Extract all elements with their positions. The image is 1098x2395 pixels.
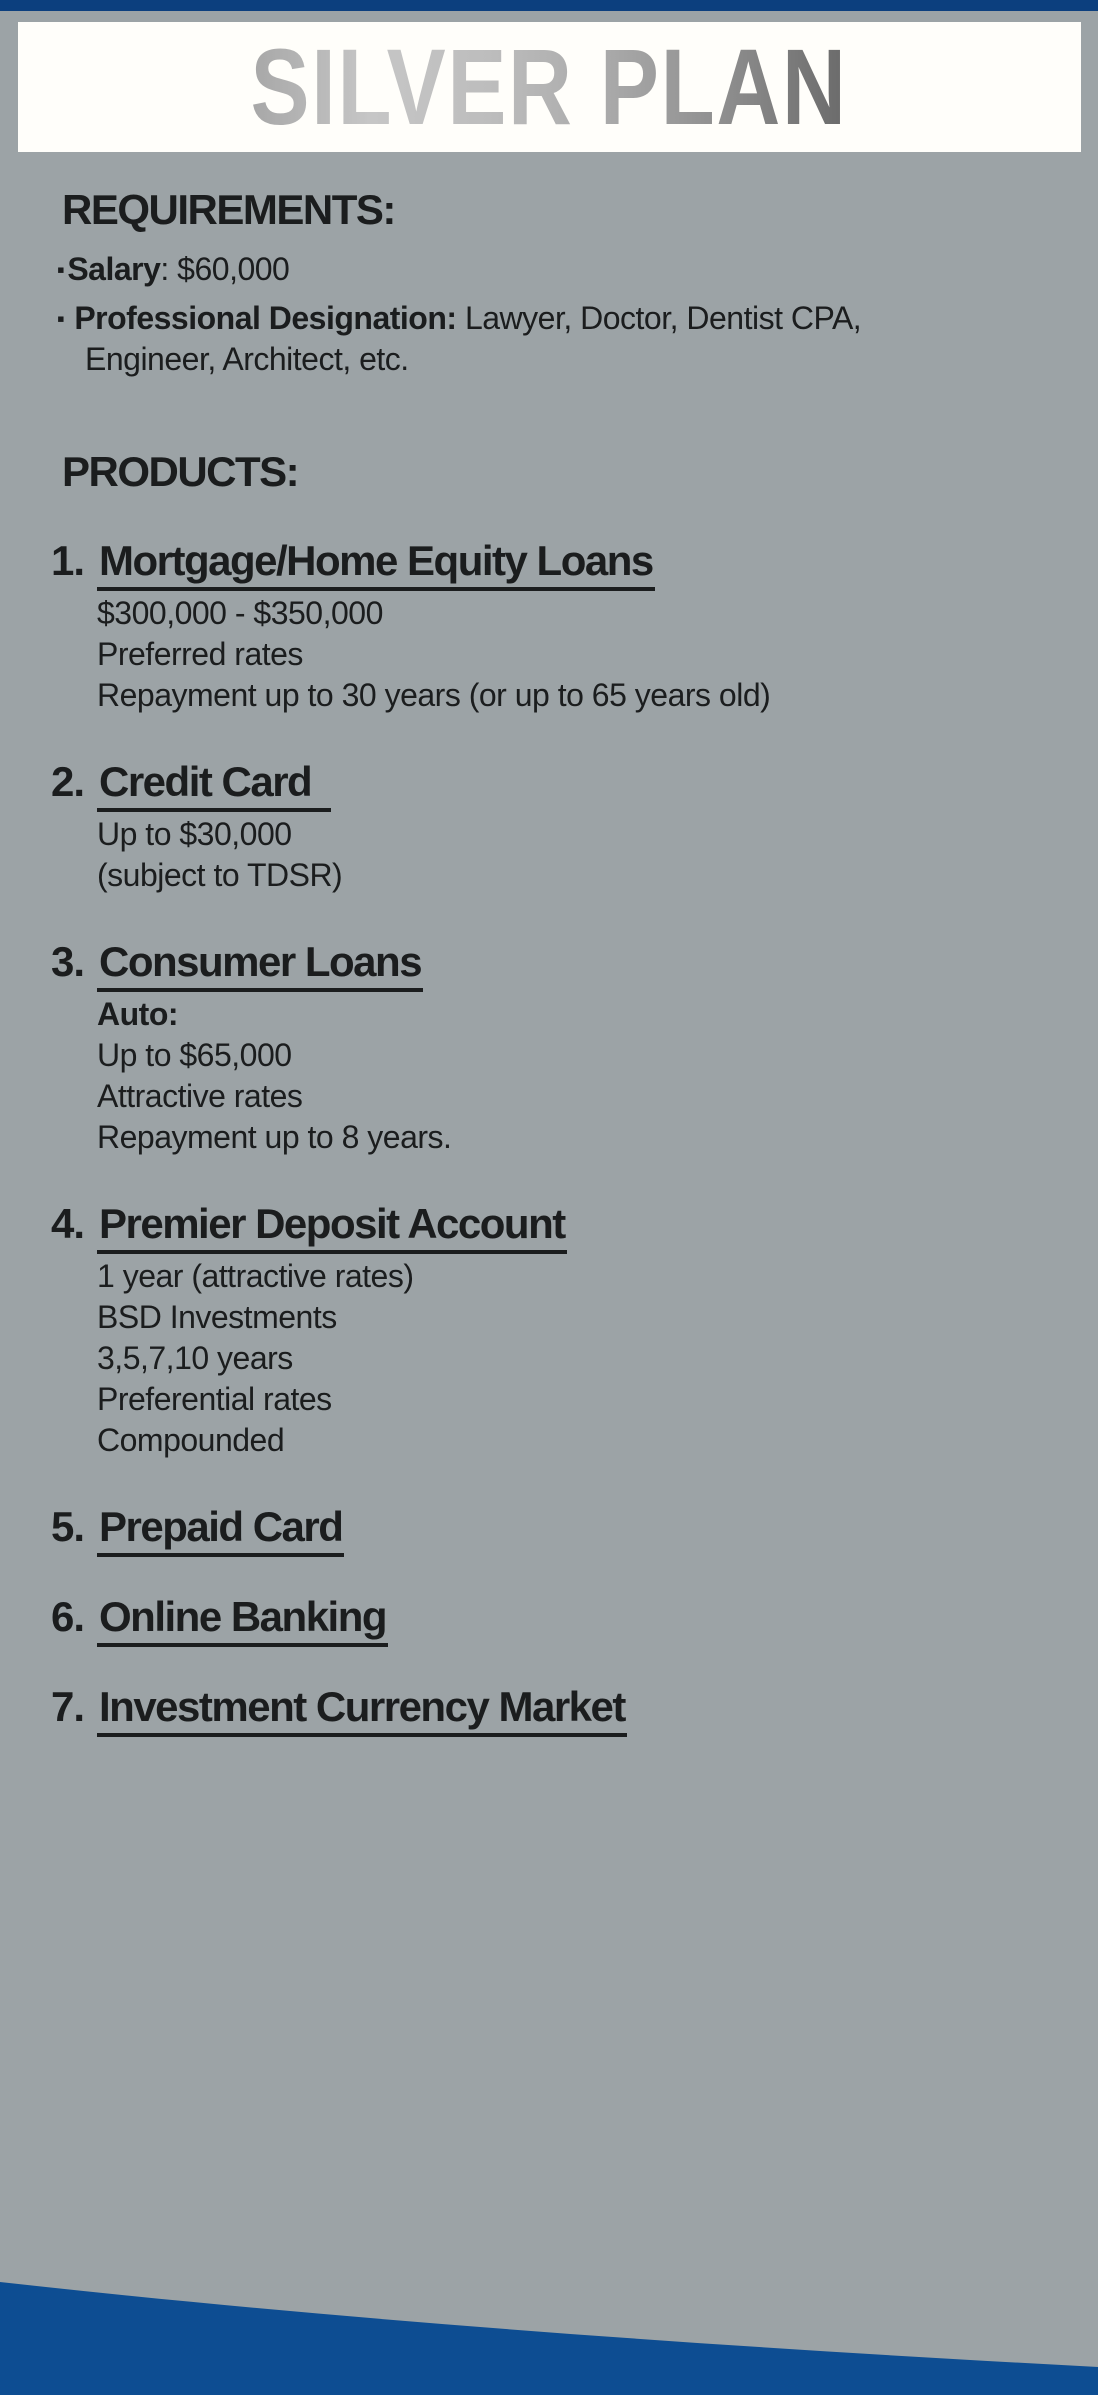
product-number: 5. — [51, 1503, 85, 1550]
product-item-online-banking — [51, 1593, 1098, 1641]
product-item-premier-deposit — [51, 1200, 1098, 1461]
product-details — [97, 994, 1098, 1158]
requirement-item-salary — [57, 249, 937, 290]
product-number: 7. — [51, 1683, 85, 1730]
square-bullet-icon: ▪ — [57, 257, 65, 282]
product-title: Online Banking — [97, 1593, 388, 1647]
product-detail: Repayment up to 30 years (or up to 65 years old) — [97, 677, 771, 713]
product-title-row — [51, 938, 1098, 986]
requirement-item-designation — [57, 298, 937, 379]
product-title-row — [51, 537, 1098, 585]
product-details — [97, 1256, 1098, 1461]
product-item-consumer-loans — [51, 938, 1098, 1158]
product-detail: Attractive rates — [97, 1078, 303, 1114]
product-details — [97, 814, 1098, 896]
product-number: 2. — [51, 758, 85, 805]
product-title: Prepaid Card — [97, 1503, 344, 1557]
product-item-investment-currency — [51, 1683, 1098, 1731]
product-title: Consumer Loans — [97, 938, 423, 992]
product-number: 4. — [51, 1200, 85, 1247]
product-item-prepaid-card — [51, 1503, 1098, 1551]
product-title: Credit Card — [97, 758, 331, 812]
product-detail: 3,5,7,10 years — [97, 1340, 293, 1376]
product-detail: Repayment up to 8 years. — [97, 1119, 452, 1155]
product-detail: Up to $65,000 — [97, 1037, 292, 1073]
requirement-label: Salary — [67, 251, 161, 287]
product-detail: Preferred rates — [97, 636, 303, 672]
title-box — [18, 22, 1081, 152]
product-title-row — [51, 1593, 1098, 1641]
product-number: 3. — [51, 938, 85, 985]
requirement-value: Lawyer, Doctor, Dentist CPA, Engineer, Architect, etc. — [85, 300, 862, 377]
product-number: 1. — [51, 537, 85, 584]
product-detail: Preferential rates — [97, 1381, 332, 1417]
square-bullet-icon: ▪ — [57, 306, 65, 331]
footer-wave — [0, 2270, 1098, 2395]
product-detail: $300,000 - $350,000 — [97, 595, 383, 631]
requirement-value: : $60,000 — [160, 251, 290, 287]
page-title: SILVER PLAN — [250, 26, 849, 147]
requirement-label: Professional Designation: — [74, 300, 457, 336]
products-heading: PRODUCTS: — [62, 448, 299, 495]
product-title-row — [51, 758, 1098, 806]
product-title-row — [51, 1200, 1098, 1248]
requirements-list — [57, 249, 1098, 379]
product-title-row — [51, 1503, 1098, 1551]
product-title-row — [51, 1683, 1098, 1731]
product-detail: Up to $30,000 — [97, 816, 292, 852]
product-title: Premier Deposit Account — [97, 1200, 567, 1254]
product-detail: (subject to TDSR) — [97, 857, 343, 893]
product-item-credit-card — [51, 758, 1098, 896]
product-number: 6. — [51, 1593, 85, 1640]
product-item-mortgage — [51, 537, 1098, 716]
requirements-heading: REQUIREMENTS: — [62, 186, 395, 233]
product-detail: 1 year (attractive rates) — [97, 1258, 414, 1294]
product-subheading: Auto: — [97, 996, 179, 1032]
product-detail: BSD Investments — [97, 1299, 337, 1335]
product-detail: Compounded — [97, 1422, 285, 1458]
product-details — [97, 593, 1098, 716]
product-title: Investment Currency Market — [97, 1683, 627, 1737]
product-title: Mortgage/Home Equity Loans — [97, 537, 655, 591]
top-accent-bar — [0, 0, 1098, 11]
